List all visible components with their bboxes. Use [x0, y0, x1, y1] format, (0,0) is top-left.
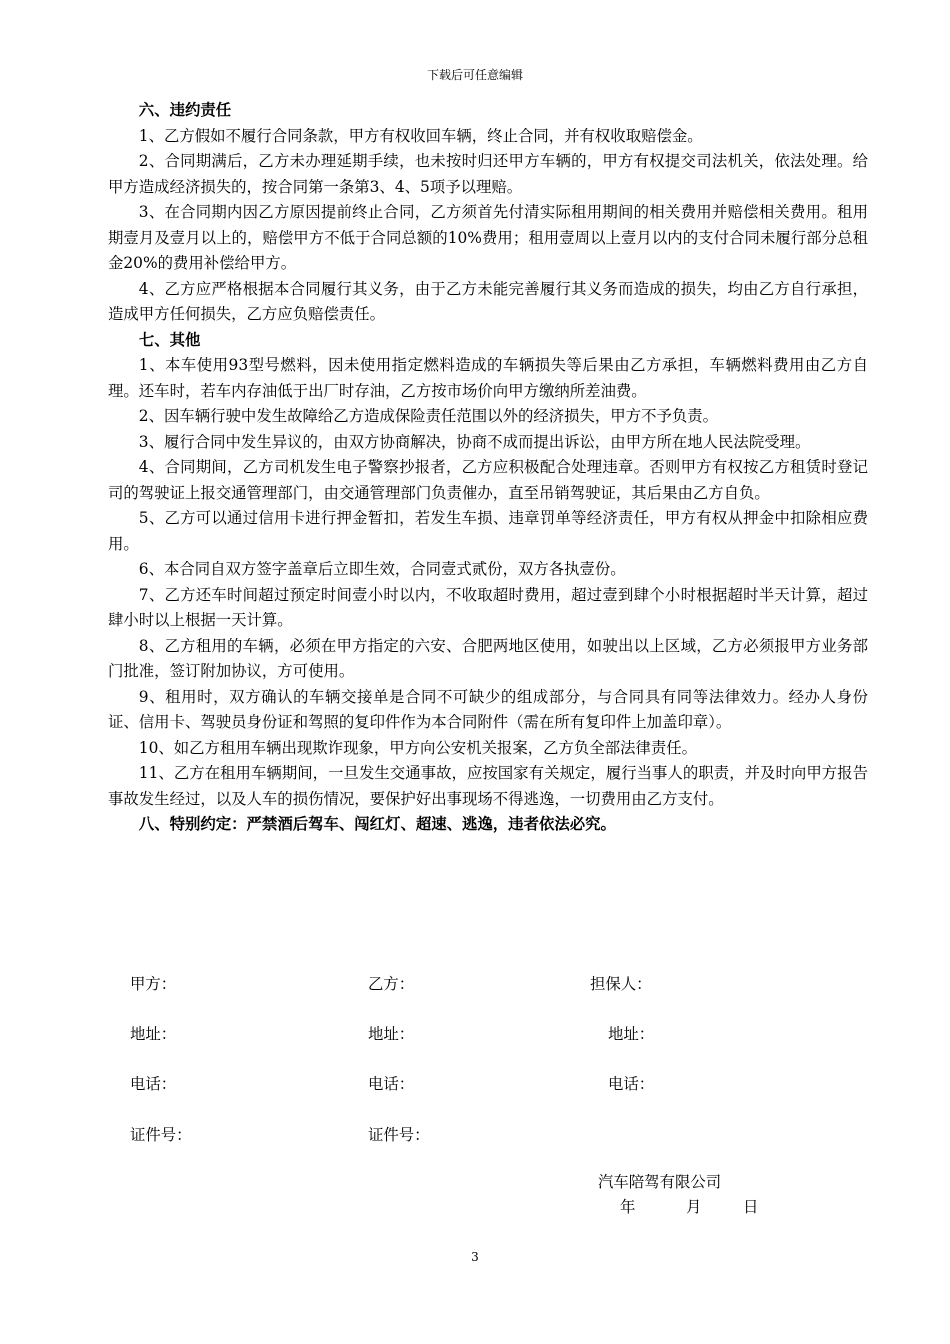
clause-paragraph: 9、租用时，双方确认的车辆交接单是合同不可缺少的组成部分，与合同具有同等法律效力。经办人身份证、信用卡、驾驶员身份证和驾照的复印件作为本合同附件（需在所有复印件上加盖印章）。 [108, 687, 868, 731]
clause-paragraph: 3、履行合同中发生异议的，由双方协商解决，协商不成而提出诉讼，由甲方所在地人民法院受理。 [138, 432, 811, 451]
clause-paragraph: 8、乙方租用的车辆，必须在甲方指定的六安、合肥两地区使用，如驶出以上区域，乙方必须报甲方业务部门批准，签订附加协议，方可使用。 [108, 636, 868, 680]
address-guarantor-label: 地址： [608, 1025, 655, 1043]
phone-a-label: 电话： [130, 1075, 177, 1093]
clause-paragraph: 1、乙方假如不履行合同条款，甲方有权收回车辆，终止合同，并有权收取赔偿金。 [138, 126, 703, 145]
signature-row-id [0, 1123, 950, 1149]
clause-paragraph: 2、合同期满后，乙方未办理延期手续，也未按时归还甲方车辆的，甲方有权提交司法机关，依法处理。给甲方造成经济损失的，按合同第一条第3、4、5项予以理赔。 [108, 152, 868, 196]
signature-row-party [0, 972, 950, 998]
party-b-label: 乙方： [368, 975, 415, 993]
signature-row-phone [0, 1072, 950, 1098]
clause-paragraph: 2、因车辆行驶中发生故障给乙方造成保险责任范围以外的经济损失，甲方不予负责。 [138, 407, 719, 425]
phone-b-label: 电话： [368, 1075, 415, 1093]
address-b-label: 地址： [368, 1025, 415, 1043]
special-clause: 八、特别约定：严禁酒后驾车、闯红灯、超速、逃逸，违者依法必究。 [138, 815, 616, 833]
clause-paragraph: 6、本合同自双方签字盖章后立即生效，合同壹式贰份，双方各执壹份。 [138, 560, 626, 578]
clause-paragraph: 11、乙方在租用车辆期间，一旦发生交通事故，应按国家有关规定，履行当事人的职责，并及时向甲方报告事故发生经过，以及人车的损伤情况，要保护好出事现场不得逃逸，一切费用由乙方支付。 [108, 764, 868, 808]
date-year: 年 [620, 1198, 636, 1216]
clause-paragraph: 4、乙方应严格根据本合同履行其义务，由于乙方未能完善履行其义务而造成的损失，均由乙方自行承担，造成甲方任何损失，乙方应负赔偿责任。 [108, 279, 868, 323]
guarantor-label: 担保人： [590, 975, 652, 993]
clause-paragraph: 7、乙方还车时间超过预定时间壹小时以内，不收取超时费用，超过壹到肆个小时根据超时半天计算，超过肆小时以上根据一天计算。 [108, 585, 868, 629]
clause-paragraph: 4、合同期间，乙方司机发生电子警察抄报者，乙方应积极配合处理违章。否则甲方有权按乙方租赁时登记司的驾驶证上报交通管理部门，由交通管理部门负责催办，直至吊销驾驶证，其后果由乙方自负。 [108, 458, 868, 502]
company-name: 汽车陪驾有限公司 [598, 1173, 722, 1191]
clause-paragraph: 1、本车使用93型号燃料，因未使用指定燃料造成的车辆损失等后果由乙方承担，车辆燃料费用由乙方自理。还车时，若车内存油低于出厂时存油，乙方按市场价向甲方缴纳所差油费。 [108, 356, 868, 400]
id-a-label: 证件号： [130, 1126, 192, 1144]
page-number: 3 [471, 1250, 479, 1264]
phone-guarantor-label: 电话： [608, 1075, 655, 1093]
section-heading: 七、其他 [138, 330, 201, 349]
clause-paragraph: 3、在合同期内因乙方原因提前终止合同，乙方须首先付清实际租用期间的相关费用并赔偿相关费用。租用期壹月及壹月以上的，赔偿甲方不低于合同总额的10%费用；租用壹周以上壹月以内的支付合同未履行部分总租金20%的费用补偿给甲方。 [108, 203, 868, 272]
clause-paragraph: 10、如乙方租用车辆出现欺诈现象，甲方向公安机关报案，乙方负全部法律责任。 [138, 738, 698, 757]
signing-date [0, 1195, 950, 1221]
clause-paragraph: 5、乙方可以通过信用卡进行押金暂扣，若发生车损、违章罚单等经济责任，甲方有权从押金中扣除相应费用。 [108, 509, 868, 553]
page-header: 下载后可任意编辑 [426, 68, 523, 82]
date-month: 月 [686, 1198, 702, 1216]
signature-row-address [0, 1022, 950, 1048]
contract-body [108, 98, 868, 838]
section-heading: 六、违约责任 [138, 101, 232, 119]
address-a-label: 地址： [130, 1025, 177, 1043]
party-a-label: 甲方： [130, 975, 177, 993]
date-day: 日 [743, 1198, 759, 1216]
id-b-label: 证件号： [368, 1126, 430, 1144]
